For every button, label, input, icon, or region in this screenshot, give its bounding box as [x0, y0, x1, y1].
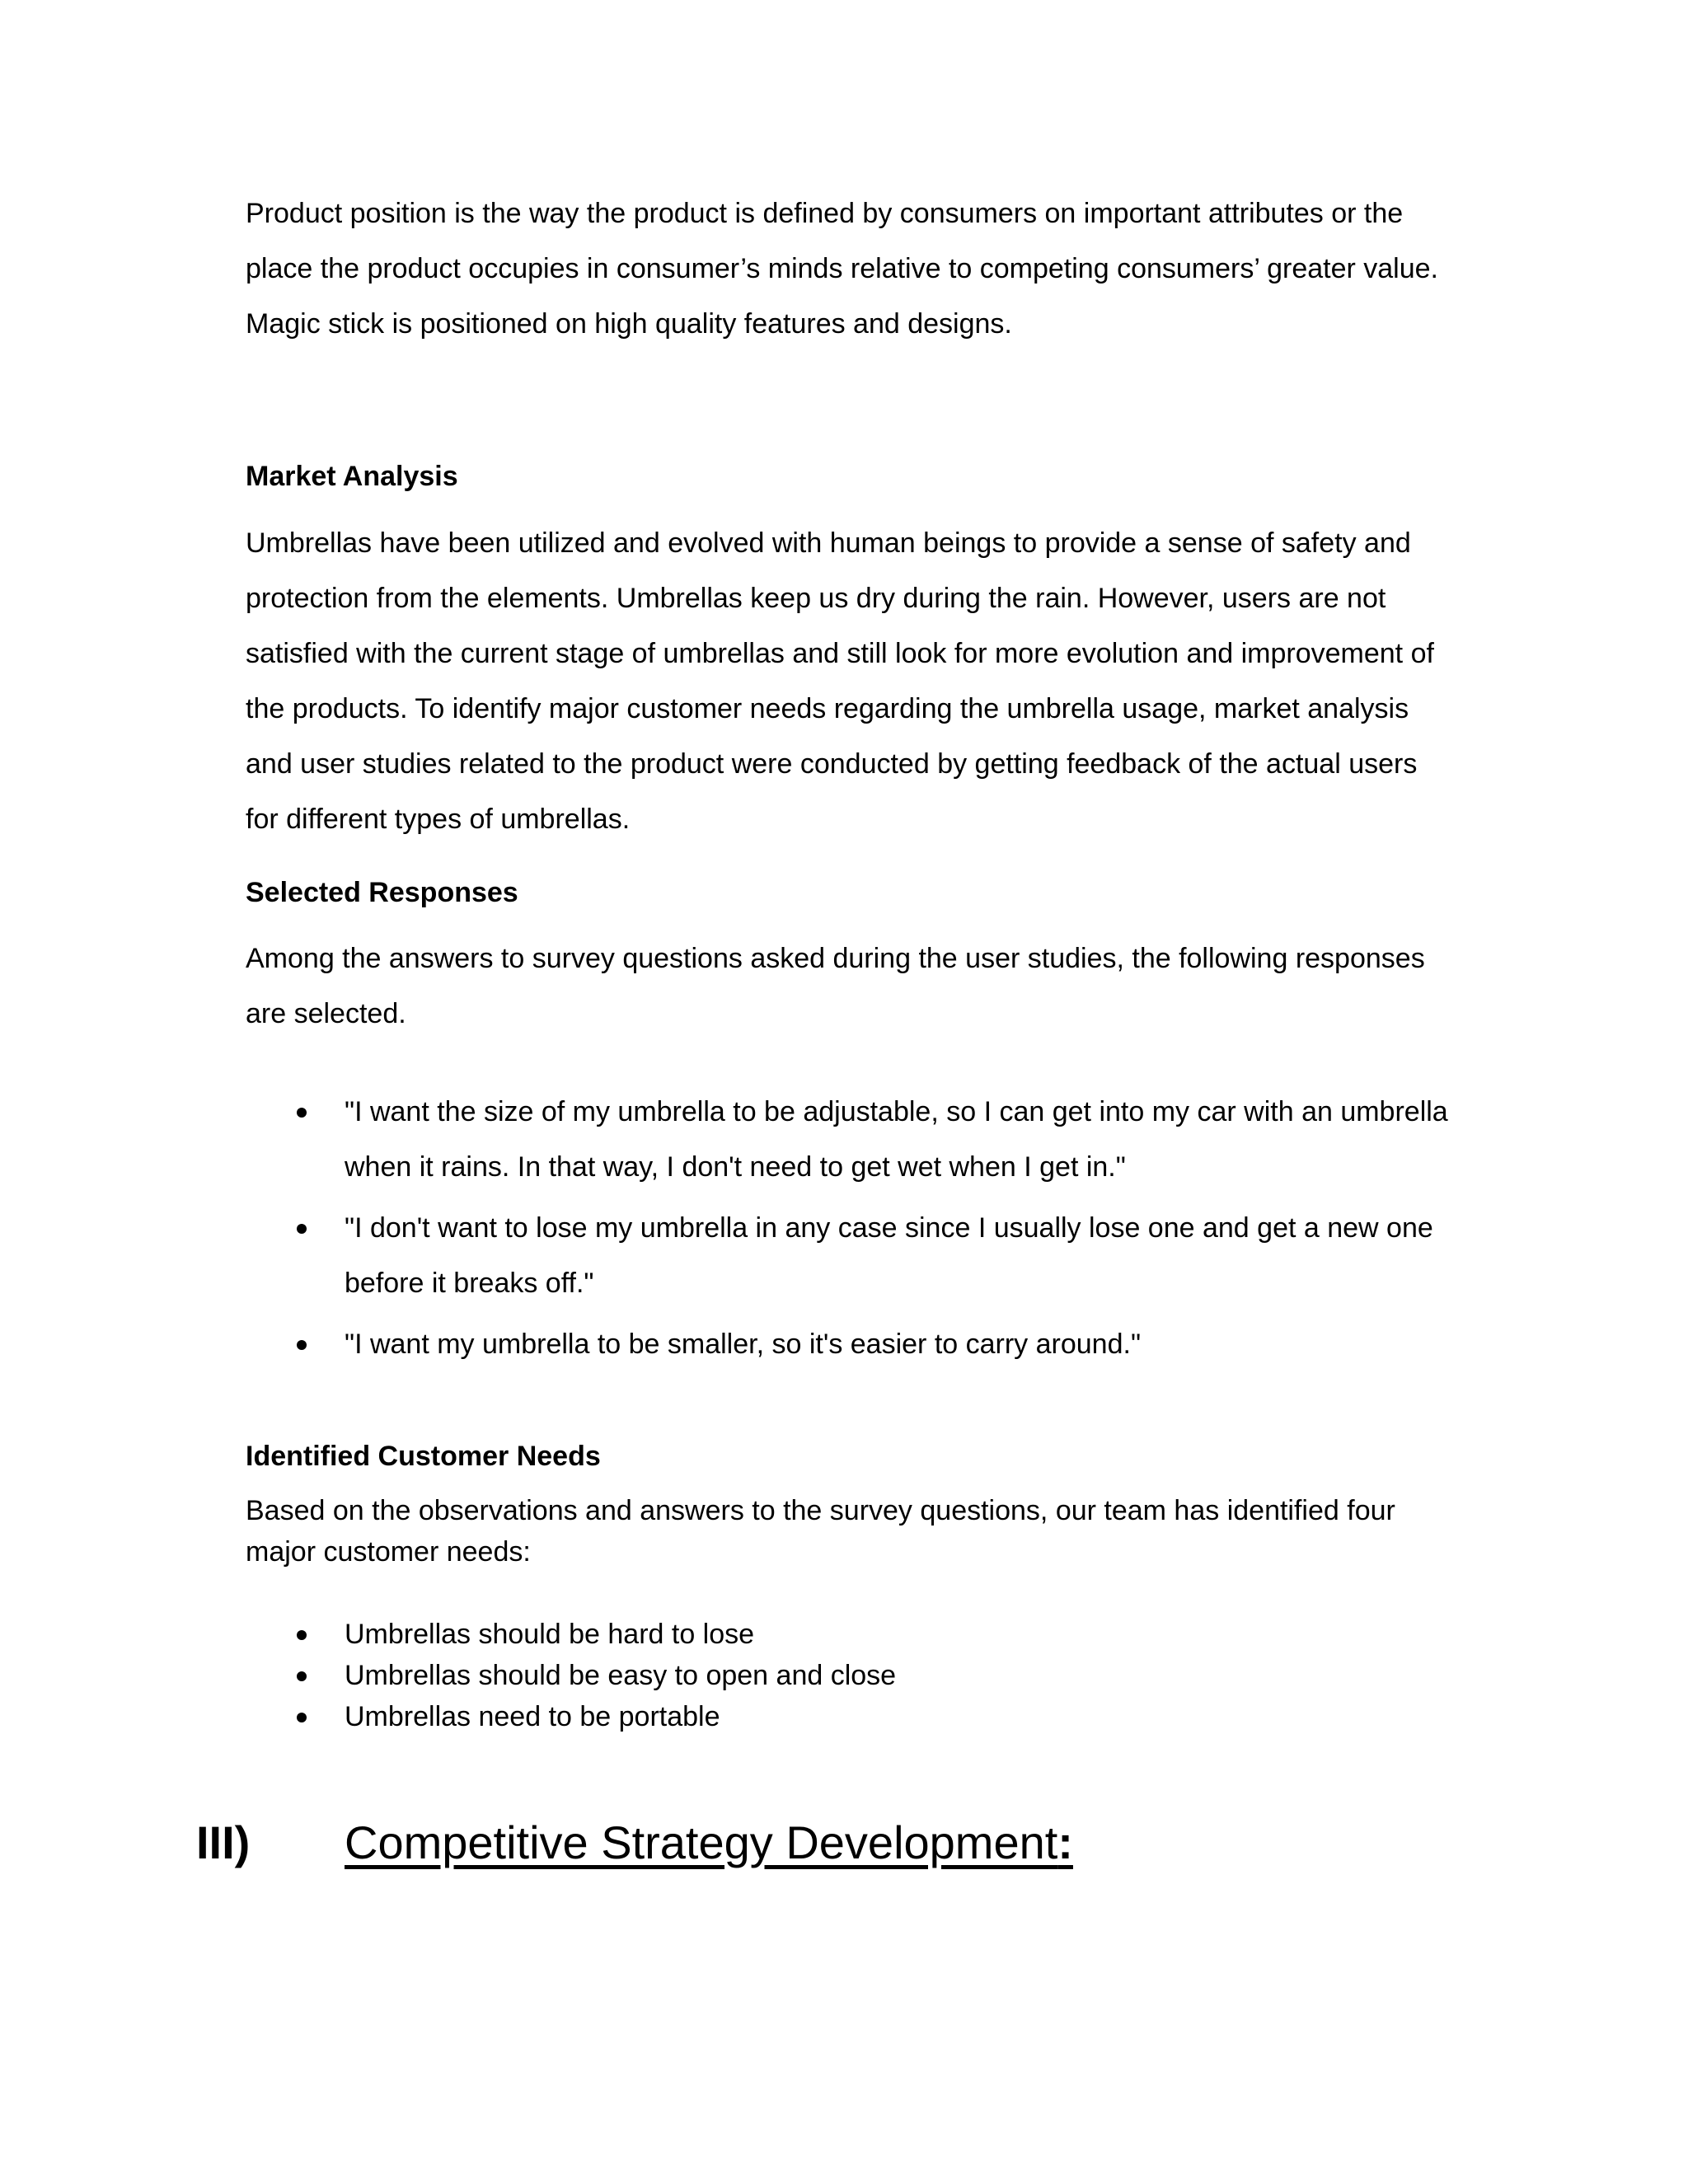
selected-responses-paragraph: Among the answers to survey questions asked during the user studies, the following responses are selected. — [246, 943, 1425, 1029]
customer-needs-heading: Identified Customer Needs — [246, 1441, 601, 1472]
list-item — [246, 1317, 1449, 1372]
customer-needs-list — [246, 1614, 1449, 1737]
bullet-icon — [297, 1630, 307, 1640]
list-item — [246, 1696, 1449, 1737]
list-item — [246, 1085, 1449, 1195]
market-analysis-paragraph: Umbrellas have been utilized and evolved with human beings to provide a sense of safety and protection from the elements. Umbrellas keep us dry during the rain. However, users are not satisfied with the current stage of umbrellas and still look for more evolution and improvement of the products. To identify major customer needs regarding the umbrella usage, market analysis and user studies related to the product were conducted by getting feedback of the actual users for different types of umbrellas. — [246, 527, 1434, 835]
list-item — [246, 1614, 1449, 1655]
market-analysis-heading: Market Analysis — [246, 461, 458, 492]
selected-responses-heading: Selected Responses — [246, 877, 518, 908]
customer-needs-paragraph: Based on the observations and answers to the survey questions, our team has identified four major customer needs: — [246, 1495, 1395, 1568]
list-item-text: "I don't want to lose my umbrella in any case since I usually lose one and get a new one before it breaks off." — [345, 1212, 1433, 1299]
bullet-icon — [297, 1108, 307, 1118]
list-item-text: Umbrellas should be easy to open and close — [345, 1660, 897, 1691]
bullet-icon — [297, 1340, 307, 1350]
list-item — [246, 1655, 1449, 1696]
list-item-text: "I want the size of my umbrella to be adjustable, so I can get into my car with an umbrella when it rains. In that way, I don't need to get wet when I get in." — [345, 1096, 1448, 1183]
bullet-icon — [297, 1671, 307, 1681]
section-title-text: Competitive Strategy Development — [345, 1816, 1058, 1868]
bullet-icon — [297, 1224, 307, 1234]
section-number: III) — [196, 1816, 251, 1868]
list-item — [246, 1201, 1449, 1311]
section-title — [345, 1810, 1073, 1876]
selected-responses-list — [246, 1085, 1449, 1378]
section-title-colon: : — [1057, 1816, 1073, 1868]
list-item-text: "I want my umbrella to be smaller, so it's easier to carry around." — [345, 1329, 1142, 1360]
list-item-text: Umbrellas need to be portable — [345, 1701, 720, 1732]
bullet-icon — [297, 1713, 307, 1722]
list-item-text: Umbrellas should be hard to lose — [345, 1619, 755, 1650]
intro-paragraph: Product position is the way the product is defined by consumers on important attributes or the place the product occupies in consumer’s minds relative to competing consumers’ greater value. Magic stick is positioned on high quality features and designs. — [246, 198, 1438, 340]
